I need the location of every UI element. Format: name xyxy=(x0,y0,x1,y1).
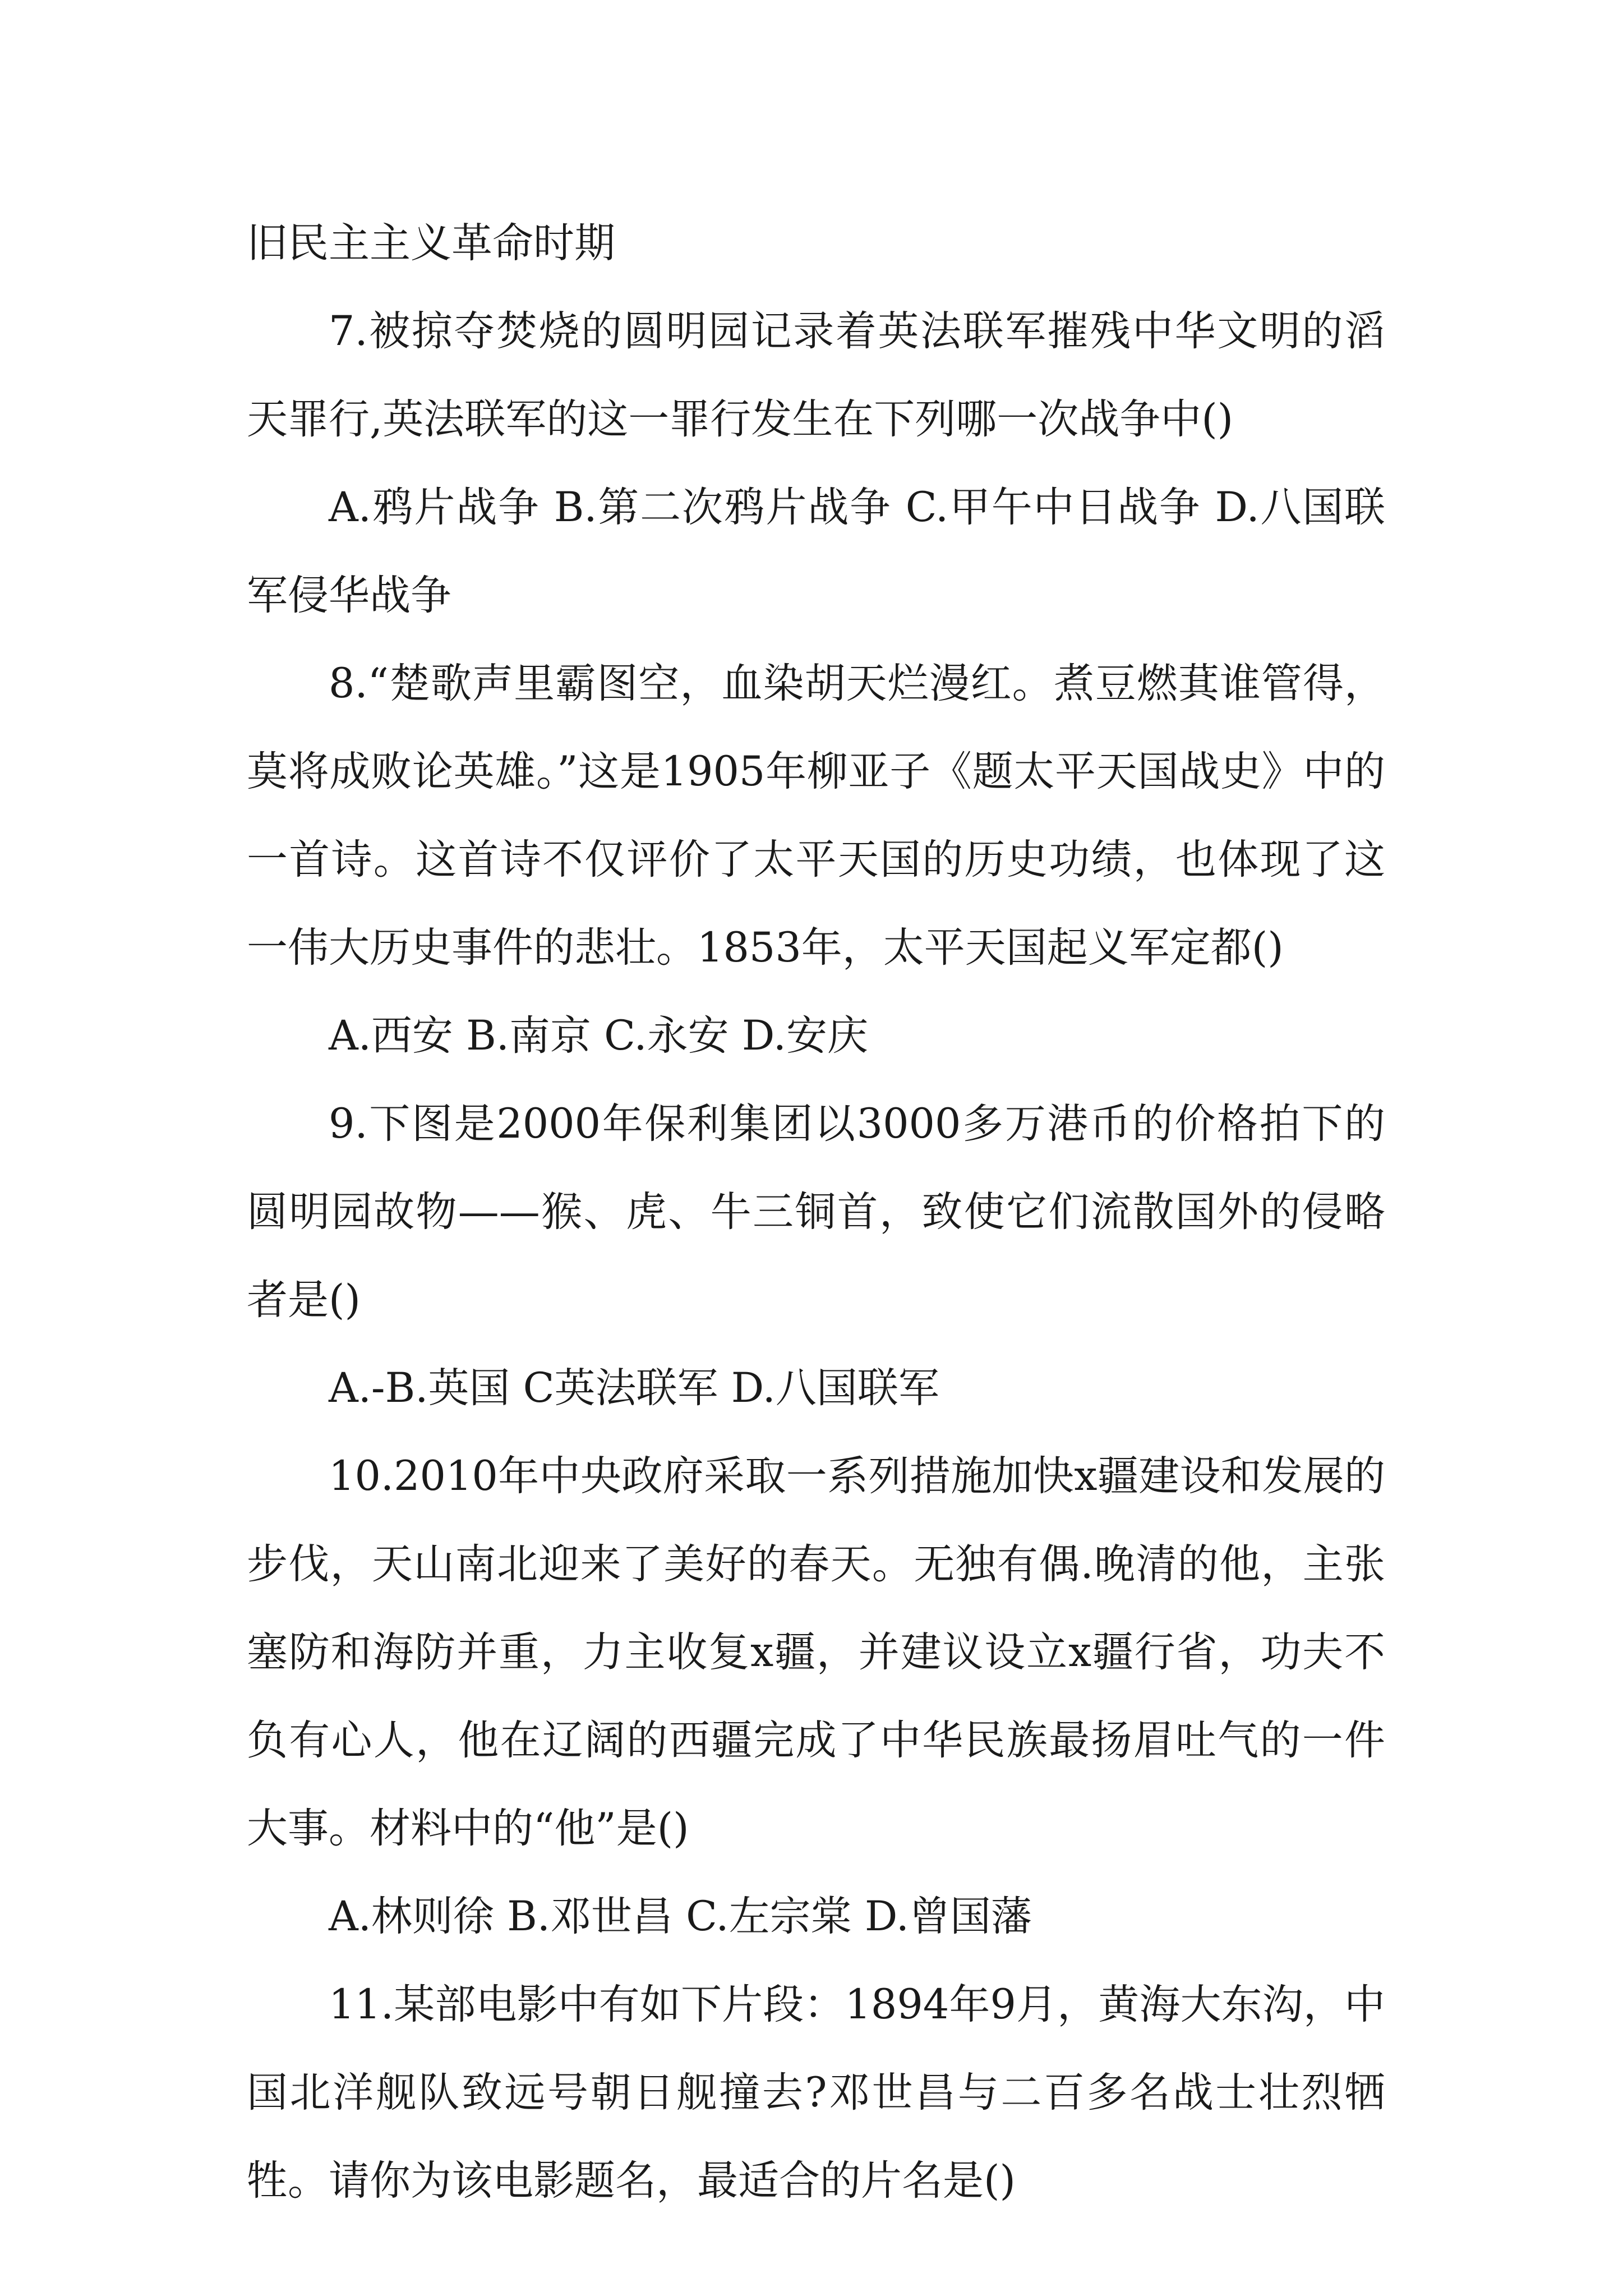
question-7-options: A.鸦片战争 B.第二次鸦片战争 C.甲午中日战争 D.八国联军侵华战争 xyxy=(247,484,1385,619)
question-11: 11.某部电影中有如下片段：1894年9月，黄海大东沟，中国北洋舰队致远号朝日舰撞去?邓世昌与二百多名战士壮烈牺牲。请你为该电影题名，最适合的片名是() xyxy=(247,1981,1385,2205)
question-9-options: A.-B.英国 C英法联军 D.八国联军 xyxy=(329,1364,939,1412)
question-7: 7.被掠夺焚烧的圆明园记录着英法联军摧残中华文明的滔天罪行,英法联军的这一罪行发生在下列哪一次战争中() xyxy=(247,307,1385,443)
question-9: 9.下图是2000年保利集团以3000多万港币的价格拍下的圆明园故物——猴、虎、牛三铜首，致使它们流散国外的侵略者是() xyxy=(247,1100,1385,1324)
section-heading: 旧民主主义革命时期 xyxy=(247,219,615,267)
question-8: 8.“楚歌声里霸图空，血染胡天烂漫红。煮豆燃萁谁管得，莫将成败论英雄。”这是1905年柳亚子《题太平天国战史》中的一首诗。这首诗不仅评价了太平天国的历史功绩，也体现了这一伟大历史事件的悲壮。1853年，太平天国起义军定都() xyxy=(247,660,1385,972)
question-8-options: A.西安 B.南京 C.永安 D.安庆 xyxy=(329,1012,868,1060)
question-10-options: A.林则徐 B.邓世昌 C.左宗棠 D.曾国藩 xyxy=(329,1893,1032,1940)
question-10: 10.2010年中央政府采取一系列措施加快x疆建设和发展的步伐，天山南北迎来了美好的春天。无独有偶.晚清的他，主张塞防和海防并重，力主收复x疆，并建议设立x疆行省，功夫不负有心人，他在辽阔的西疆完成了中华民族最扬眉吐气的一件大事。材料中的“他”是() xyxy=(247,1452,1385,1852)
document-body xyxy=(247,199,1385,2225)
